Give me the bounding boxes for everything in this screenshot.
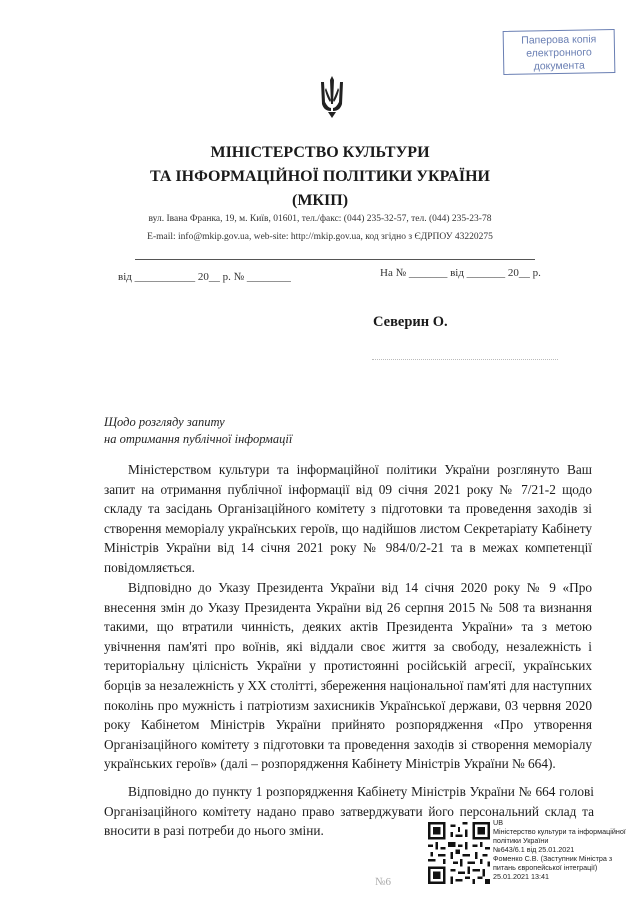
stamp-line: електронного [526,46,592,60]
signature-line: 25.01.2021 13:41 [493,872,549,881]
outgoing-number-field: від ___________ 20__ р. № ________ [118,271,291,283]
electronic-copy-stamp [503,29,616,75]
letter-subject [104,414,292,448]
ministry-name-line2: ТА ІНФОРМАЦІЙНОЇ ПОЛІТИКИ УКРАЇНИ [150,168,490,185]
body-paragraph-3: Відповідно до пункту 1 розпорядження Кабінету Міністрів України № 664 голові Організаційного комітету надано право затверджувати його персональний склад та вносити в разі потреби до нього зміни. [104,784,594,839]
body-paragraph-2: Відповідно до Указу Президента України від 14 січня 2020 року № 9 «Про внесення змін до Указу Президента України від 26 серпня 2015 № 508 та визнання такими, що втратили чинність, деяких актів Президента України» та з метою увічнення пам'яті про воїнів, які віддали своє життя за свободу, незалежність і територіальну цілісність України у протистоянні російській агресії, українських борців за незалежність у XX столітті, збереження національної пам'яті для наступних поколінь про мужність і патріотизм захисників Української держави, 03 червня 2020 року Кабінетом Міністрів України прийнято розпорядження «Про утворення Організаційного комітету з підготовки та проведення заходів зі створення меморіалу українських героїв» (далі – розпорядження Кабінету Міністрів України № 664). [104,580,592,772]
redacted-address [372,349,558,360]
page-mark: №6 [375,876,391,888]
signature-line: питань європейської інтеграції) [493,863,598,872]
signature-line: Фоменко С.В. (Заступник Міністра з [493,854,613,863]
ministry-address: вул. Івана Франка, 19, м. Київ, 01601, тел./факс: (044) 235-32-57, тел. (044) 235-23-78 [148,214,492,224]
ministry-contacts: E-mail: info@mkip.gov.ua, web-site: http://mkip.gov.ua, код згідно з ЄДРПОУ 43220275 [147,232,493,242]
qr-code-icon [428,822,490,884]
ministry-name-line1: МІНІСТЕРСТВО КУЛЬТУРИ [210,144,430,161]
incoming-number-field: На № _______ від _______ 20__ р. [380,267,541,279]
signature-line: UB [493,818,503,827]
electronic-signature-info [493,818,639,881]
signature-line: №643/6.1 від 25.01.2021 [493,845,575,854]
subject-line: Щодо розгляду запиту [104,415,225,429]
signature-line: Міністерство культури та інформаційної [493,827,626,836]
ministry-abbreviation: (МКІП) [291,192,349,209]
stamp-line: документа [533,59,585,73]
recipient-name: Северин О. [373,314,448,330]
subject-line: на отримання публічної інформації [104,432,293,446]
trident-emblem-icon [318,74,346,120]
signature-line: політики України [493,836,549,845]
body-paragraph-1: Міністерством культури та інформаційної політики України розглянуто Ваш запит на отримання публічної інформації від 09 січня 2021 року № 7/21-2 щодо складу та засідань Організаційного комітету з підготовки та проведення заходів зі створення меморіалу українських героїв, що надійшов листом Секретаріату Кабінету Міністрів України від 14 січня 2021 року № 984/0/2-21 та в межах компетенції повідомляється. [104,462,592,575]
stamp-line: Паперова копія [521,33,597,47]
header-divider [135,259,535,260]
